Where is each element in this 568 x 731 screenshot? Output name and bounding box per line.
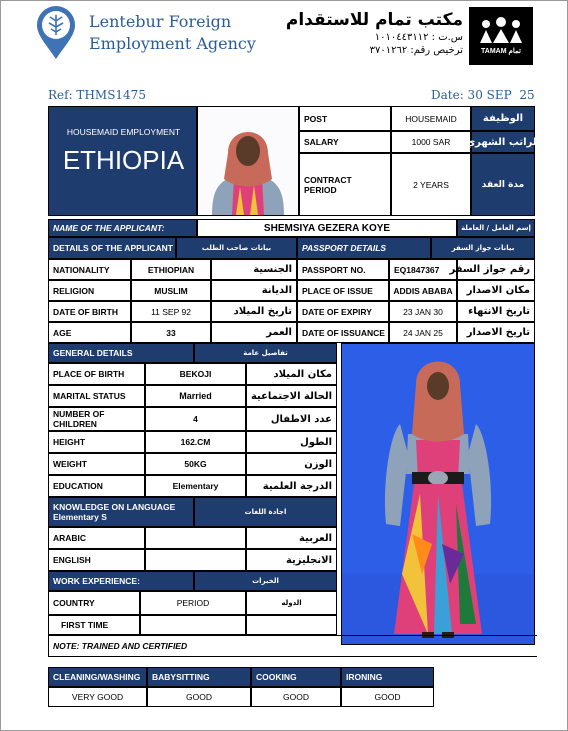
form-date: Date: 30 SEP 25 (431, 88, 535, 102)
banner-country: ETHIOPIA (62, 145, 185, 175)
skill-header-ironing: IRONING (341, 667, 434, 687)
expiry-value: 23 JAN 30 (389, 301, 457, 322)
training-note: NOTE: TRAINED AND CERTIFIED (48, 635, 537, 657)
salary-label: SALARY (299, 131, 391, 153)
banner-subtitle: HOUSEMAID EMPLOYMENT (66, 127, 181, 137)
post-value: HOUSEMAID (391, 106, 471, 131)
general-details-header: GENERAL DETAILS (48, 343, 194, 363)
place-of-issue-arabic: مكان الاصدار (457, 280, 535, 301)
skill-value-ironing: GOOD (341, 687, 434, 707)
applicant-name-label: NAME OF THE APPLICANT: (48, 219, 197, 237)
contract-arabic: مدة العقد (471, 153, 535, 216)
english-language-label: ENGLISH (48, 549, 145, 571)
salary-arabic: الراتب الشهري (471, 131, 535, 153)
post-label: POST (299, 106, 391, 131)
applicant-portrait-photo (197, 106, 299, 216)
agency-name-line2: Employment Agency (89, 34, 256, 53)
skill-header-cooking: COOKING (251, 667, 341, 687)
language-header-line2: Elementary S (53, 512, 107, 522)
applicant-name-value: SHEMSIYA GEZERA KOYE (197, 219, 457, 237)
passport-no-arabic: رقم جواز السفر (457, 259, 535, 280)
education-label: EDUCATION (48, 475, 145, 497)
passport-section-arabic: بيانات جواز السفر (431, 237, 535, 259)
arabic-language-arabic: العربية (246, 527, 337, 549)
country-column-arabic: الدوله (246, 591, 337, 615)
dob-arabic: تاريخ الميلاد (211, 301, 297, 322)
place-of-issue-label: PLACE OF ISSUE (297, 280, 389, 301)
agency-logo-icon (35, 5, 77, 61)
language-header-line1: KNOWLEDGE ON LANGUAGE (53, 502, 176, 512)
post-arabic: الوظيفة (471, 106, 535, 131)
religion-label: RELIGION (48, 280, 131, 301)
passport-no-label: PASSPORT NO. (297, 259, 389, 280)
country-column-label: COUNTRY (48, 591, 140, 615)
birthplace-arabic: مكان الميلاد (246, 363, 337, 385)
language-header-arabic: اجادة اللغات (194, 497, 337, 527)
children-label-line1: NUMBER OF (53, 409, 105, 419)
tamam-people-icon (476, 17, 526, 45)
weight-label: WEIGHT (48, 453, 145, 475)
arabic-language-level (145, 527, 246, 549)
children-arabic: عدد الاطفال (246, 407, 337, 431)
age-value: 33 (131, 322, 211, 343)
nationality-arabic: الجنسية (211, 259, 297, 280)
first-time-label: FIRST TIME (48, 615, 140, 635)
agency-name-line1: Lentebur Foreign (89, 12, 232, 31)
height-value: 162.CM (145, 431, 246, 453)
education-value: Elementary (145, 475, 246, 497)
ref-number: Ref: THMS1475 (48, 88, 146, 102)
applicant-name-arabic: إسم العامل / العاملة (457, 219, 535, 237)
issuance-label: DATE OF ISSUANCE (297, 322, 389, 343)
education-arabic: الدرجة العلمية (246, 475, 337, 497)
arabic-cr-number: س.ت : ١٠١٠٤٤٣١١٢ (374, 32, 463, 43)
religion-value: MUSLIM (131, 280, 211, 301)
height-arabic: الطول (246, 431, 337, 453)
children-label (48, 407, 145, 431)
english-language-arabic: الانجليزية (246, 549, 337, 571)
birthplace-value: BEKOJI (145, 363, 246, 385)
first-time-period (140, 615, 246, 635)
nationality-value: ETHIOPIAN (131, 259, 211, 280)
skill-header-babysitting: BABYSITTING (147, 667, 251, 687)
general-details-arabic: تفاصيل عامة (194, 343, 337, 363)
birthplace-label: PLACE OF BIRTH (48, 363, 145, 385)
work-experience-header: WORK EXPERIENCE: (48, 571, 194, 591)
first-time-arabic (246, 615, 337, 635)
period-column-label: PERIOD (140, 591, 246, 615)
marital-status-arabic: الحالة الاجتماعية (246, 385, 337, 407)
details-section-arabic: بيانات صاحب الطلب (176, 237, 297, 259)
skill-value-cooking: GOOD (251, 687, 341, 707)
children-label-line2: CHILDREN (53, 419, 97, 429)
skill-value-cleaning: VERY GOOD (48, 687, 147, 707)
arabic-language-label: ARABIC (48, 527, 145, 549)
age-arabic: العمر (211, 322, 297, 343)
contract-label (299, 153, 391, 216)
applicant-full-body-photo (341, 343, 535, 645)
skill-header-cleaning: CLEANING/WASHING (48, 667, 147, 687)
tamam-logo (469, 7, 533, 65)
weight-arabic: الوزن (246, 453, 337, 475)
contract-label-line1: CONTRACT (304, 174, 352, 185)
weight-value: 50KG (145, 453, 246, 475)
language-header (48, 497, 194, 527)
work-experience-arabic: الخبرات (194, 571, 337, 591)
tamam-logo-text: TAMAM تمام (481, 48, 521, 55)
dob-value: 11 SEP 92 (131, 301, 211, 322)
nationality-label: NATIONALITY (48, 259, 131, 280)
place-of-issue-value: ADDIS ABABA (389, 280, 457, 301)
age-label: AGE (48, 322, 131, 343)
arabic-license-number: ترخيص رقم: ٣٧٠١٢٦٢ (369, 45, 463, 56)
contract-label-line2: PERIOD (304, 184, 337, 195)
salary-value: 1000 SAR (391, 131, 471, 153)
passport-section-header: PASSPORT DETAILS (297, 237, 431, 259)
height-label: HEIGHT (48, 431, 145, 453)
passport-no-value: EQ1847367 (389, 259, 457, 280)
contract-value: 2 YEARS (391, 153, 471, 216)
issuance-arabic: تاريخ الاصدار (457, 322, 535, 343)
expiry-label: DATE OF EXPIRY (297, 301, 389, 322)
marital-status-value: Married (145, 385, 246, 407)
arabic-office-name: مكتب تمام للاستقدام (285, 10, 463, 30)
children-value: 4 (145, 407, 246, 431)
dob-label: DATE OF BIRTH (48, 301, 131, 322)
english-language-level (145, 549, 246, 571)
issuance-value: 24 JAN 25 (389, 322, 457, 343)
expiry-arabic: تاريخ الانتهاء (457, 301, 535, 322)
details-section-header: DETAILS OF THE APPLICANT (48, 237, 176, 259)
skill-value-babysitting: GOOD (147, 687, 251, 707)
country-banner (48, 106, 197, 216)
marital-status-label: MARITAL STATUS (48, 385, 145, 407)
religion-arabic: الديانة (211, 280, 297, 301)
